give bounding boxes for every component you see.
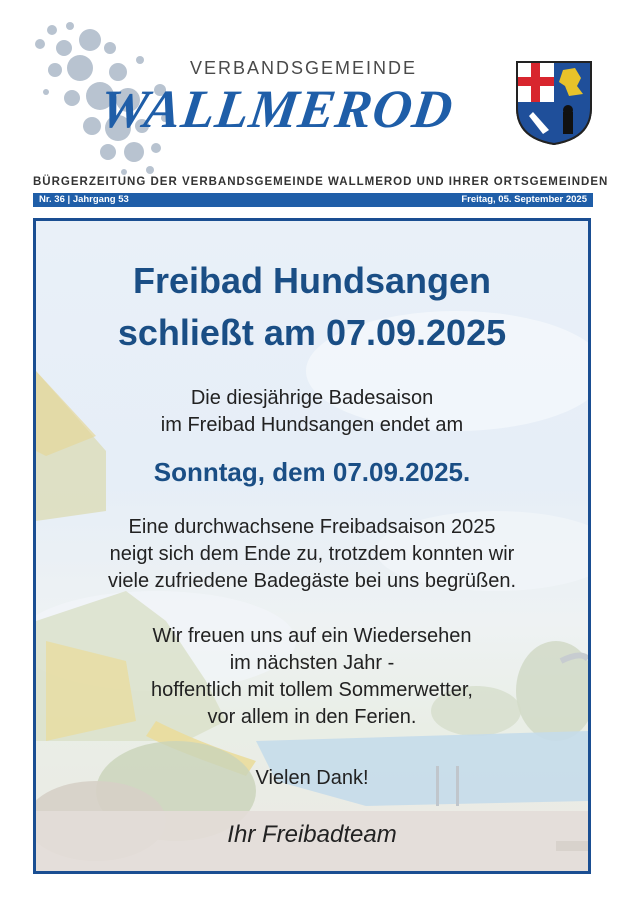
farewell-line-3: hoffentlich mit tollem Sommerwetter,: [151, 679, 473, 701]
poster-headline: [36, 255, 588, 359]
newspaper-tagline: BÜRGERZEITUNG DER VERBANDSGEMEINDE WALLMEROD UND IHRER ORTSGEMEINDEN: [33, 176, 609, 188]
thanks-text: Vielen Dank!: [255, 767, 369, 789]
org-name-logo: WALLMEROD: [95, 79, 458, 139]
season-line-2: neigt sich dem Ende zu, trotzdem konnten wir: [109, 543, 515, 565]
masthead: [0, 0, 625, 188]
closing-date: Sonntag, dem 07.09.2025.: [153, 457, 471, 487]
org-name-small: VERBANDSGEMEINDE: [190, 58, 418, 78]
intro-line-1: Die diesjährige Badesaison: [190, 387, 434, 409]
headline-line-2: schließt am 07.09.2025: [117, 312, 507, 353]
issue-bar: [33, 193, 593, 207]
season-line-3: viele zufriedene Badegäste bei uns begrüßen.: [107, 570, 517, 592]
poster-content: [36, 221, 588, 871]
farewell-line-4: vor allem in den Ferien.: [207, 706, 417, 728]
issue-number: Nr. 36 | Jahrgang 53: [39, 194, 129, 205]
farewell-line-2: im nächsten Jahr -: [229, 652, 395, 674]
headline-line-1: Freibad Hundsangen: [132, 260, 492, 301]
farewell-line-1: Wir freuen uns auf ein Wiedersehen: [152, 625, 472, 647]
farewell-text: [36, 623, 588, 731]
announcement-poster: [33, 218, 591, 874]
intro-line-2: im Freibad Hundsangen endet am: [160, 414, 464, 436]
season-text: [36, 514, 588, 595]
season-line-1: Eine durchwachsene Freibadsaison 2025: [128, 516, 496, 538]
intro-text: [36, 385, 588, 439]
signature: Ihr Freibadteam: [227, 821, 397, 848]
coat-of-arms-icon: [515, 60, 593, 146]
issue-date: Freitag, 05. September 2025: [461, 194, 587, 205]
